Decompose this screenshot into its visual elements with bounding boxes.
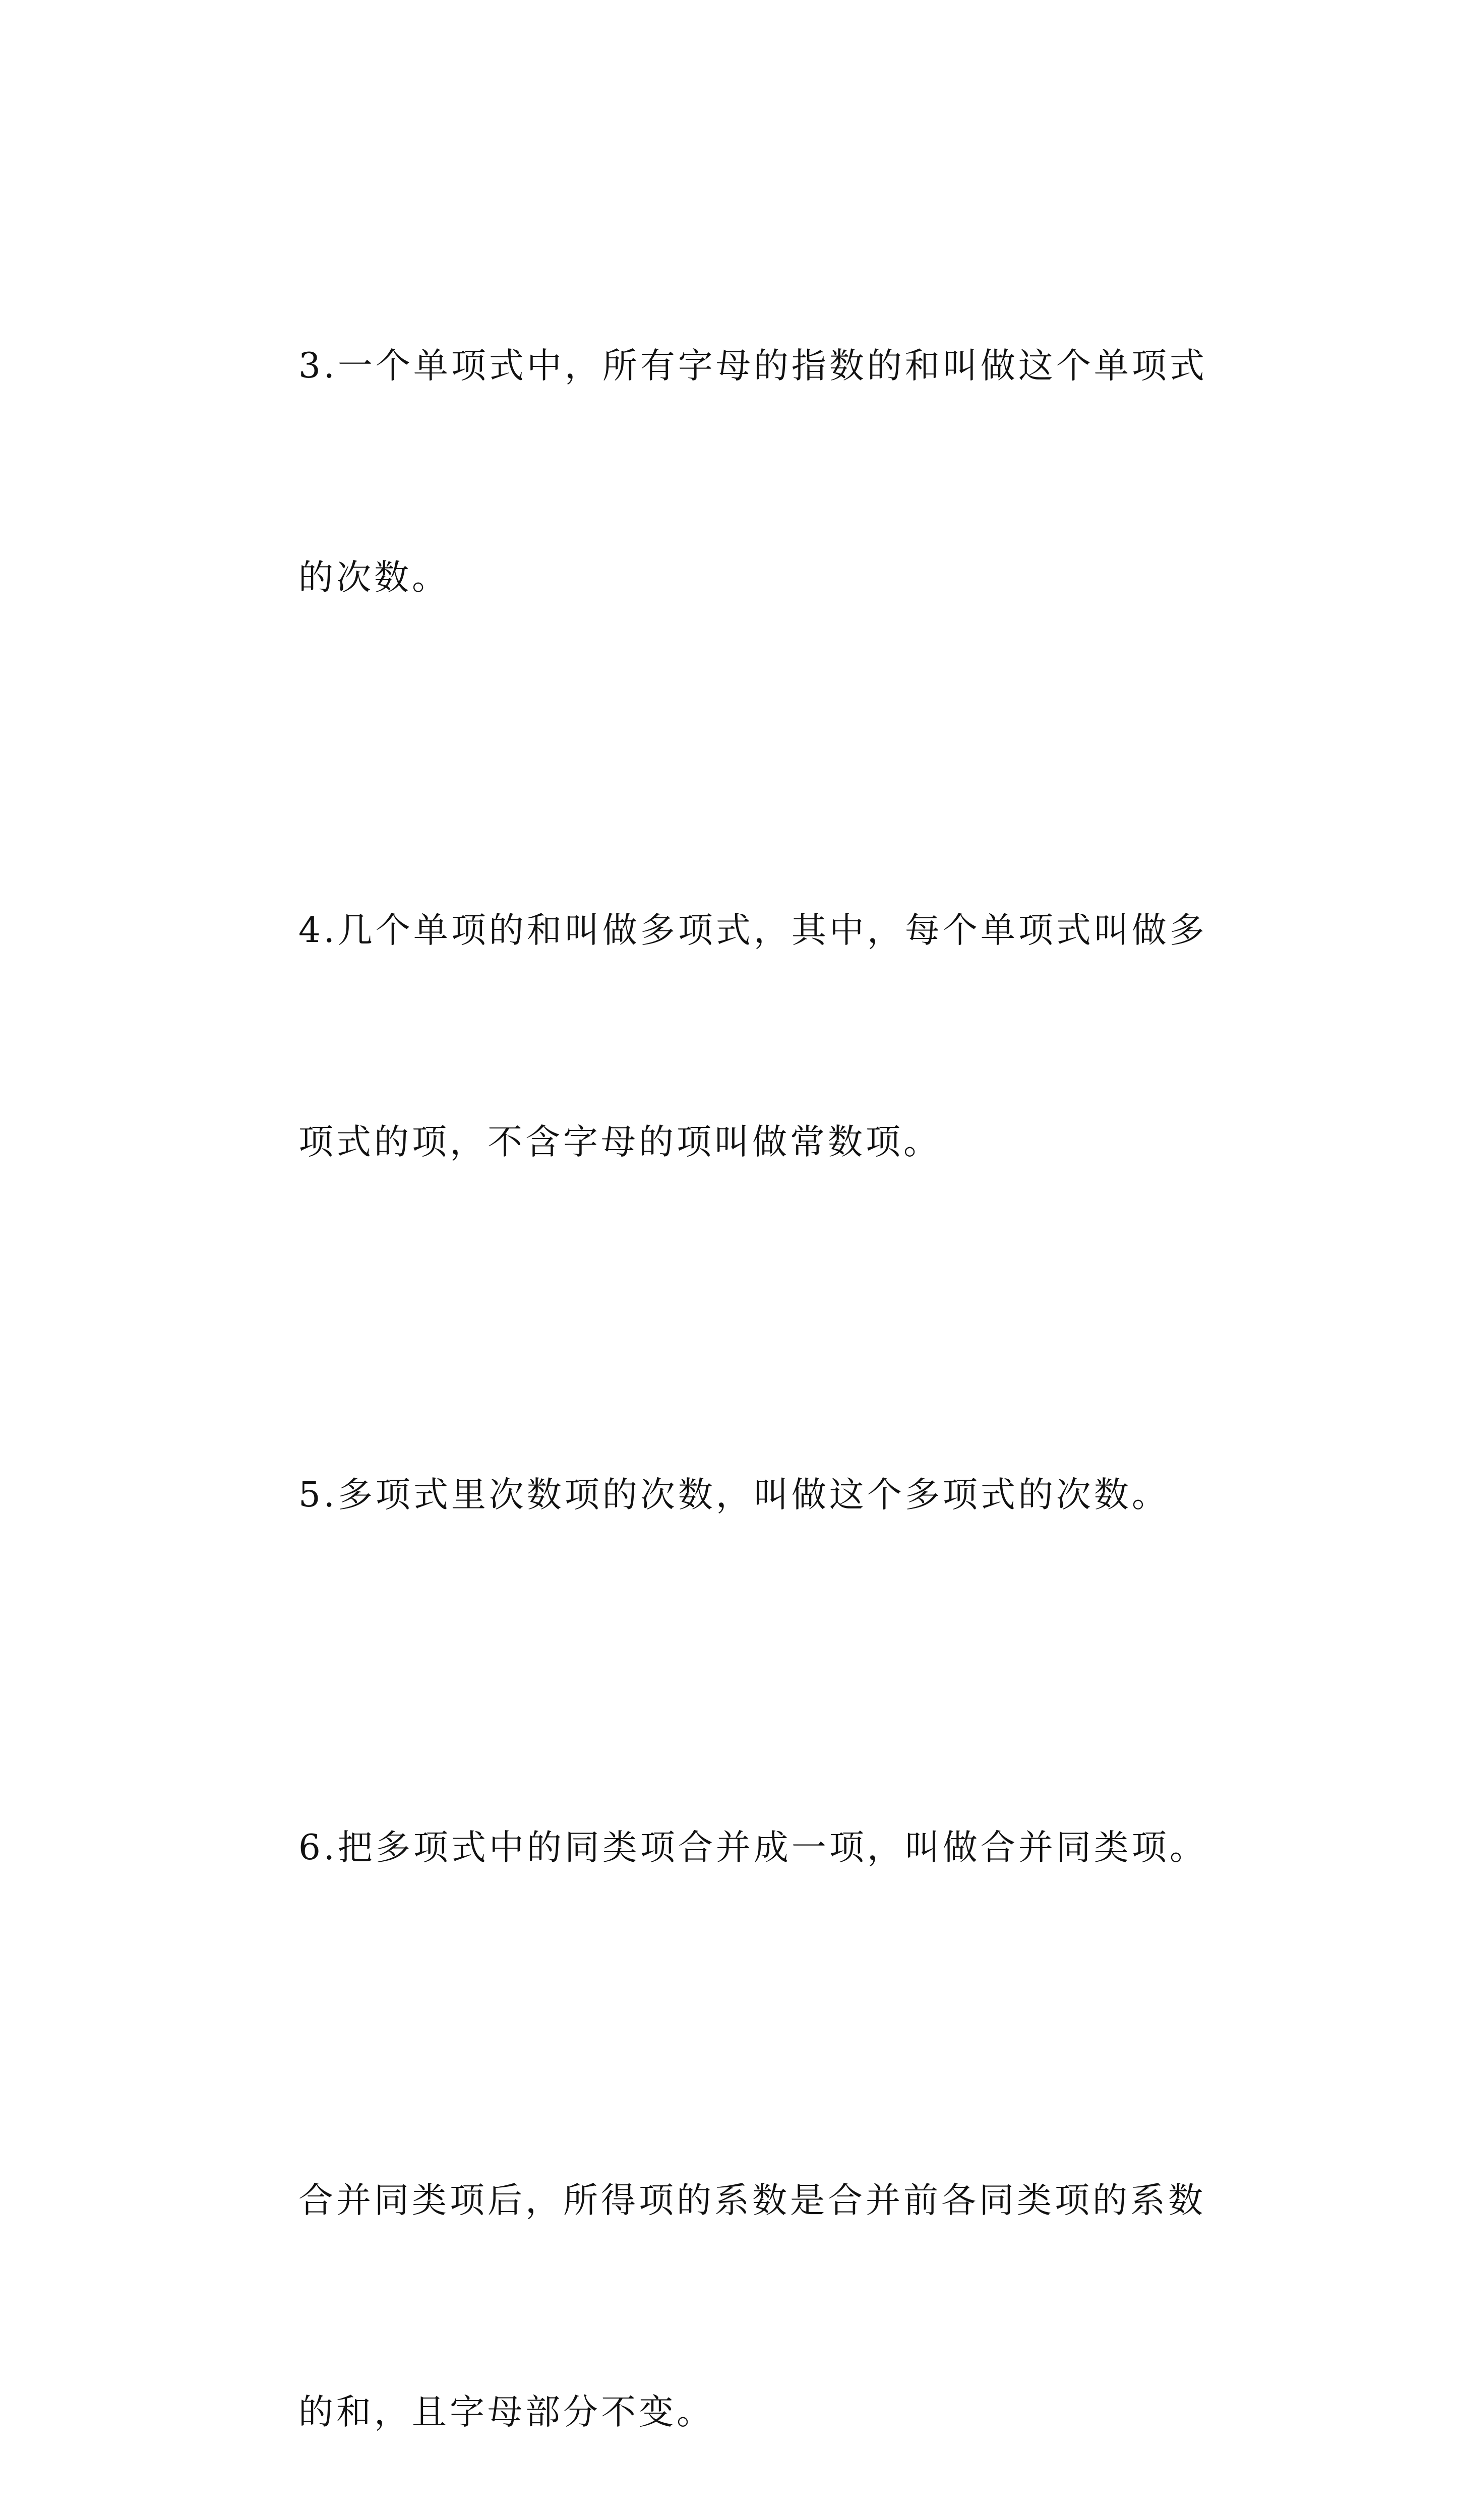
paragraph-monomial-degree <box>222 190 1240 754</box>
paragraph-polynomial-degree <box>222 1318 1240 1671</box>
text-line: 合并同类项后，所得项的系数是合并前各同类项的系数 <box>298 2180 1206 2221</box>
paragraph-combine-like-terms <box>222 1671 1240 2024</box>
text-line: 的次数。 <box>298 557 450 598</box>
text-line: 4.几个单项的和叫做多项式，其中，每个单项式叫做多 <box>298 910 1207 951</box>
text-line: 3.一个单项式中，所有字母的指数的和叫做这个单项式 <box>298 346 1207 386</box>
document-page <box>222 190 1240 2520</box>
text-line: 6.把多项式中的同类项合并成一项，叫做合并同类项。 <box>298 1828 1207 1868</box>
text-line: 5.多项式里次数项的次数，叫做这个多项式的次数。 <box>298 1475 1170 1515</box>
text-line: 的和，且字母部分不变。 <box>298 2392 714 2432</box>
paragraph-combine-rule <box>222 2024 1240 2520</box>
text-line: 项式的项，不含字母的项叫做常数项。 <box>298 1122 941 1162</box>
paragraph-polynomial-definition <box>222 754 1240 1318</box>
